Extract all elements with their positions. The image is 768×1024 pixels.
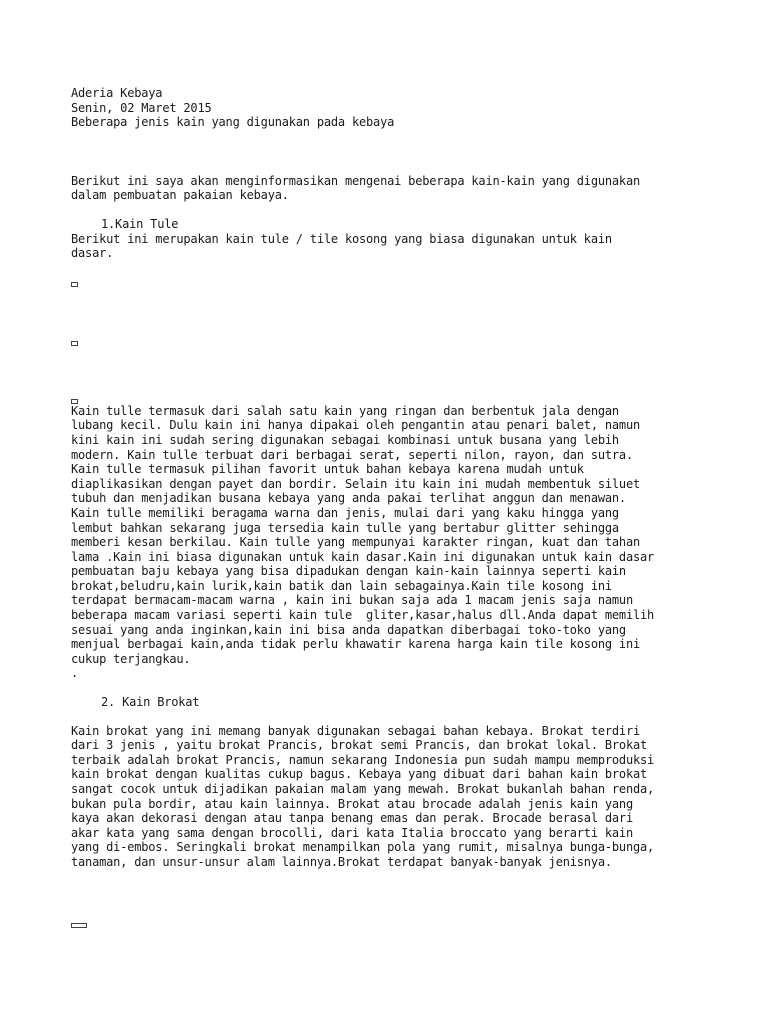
date-line: Senin, 02 Maret 2015 <box>71 100 212 115</box>
document-title: Beberapa jenis kain yang digunakan pada kebaya <box>71 115 395 130</box>
section-heading-kain-tule: 1.Kain Tule <box>101 216 179 231</box>
spacer <box>71 287 711 341</box>
spacer <box>71 130 711 174</box>
trailing-dot: . <box>71 666 79 681</box>
section-heading-kain-brokat: 2. Kain Brokat <box>101 695 200 710</box>
spacer <box>71 710 711 724</box>
author-line: Aderia Kebaya <box>71 86 163 100</box>
broken-image-icon <box>71 923 87 928</box>
intro-paragraph: Berikut ini saya akan menginformasikan mengenai beberapa kain-kain yang digunakan dalam pembuatan pakaian kebaya. <box>71 173 640 203</box>
spacer <box>71 261 711 282</box>
section-body-kain-brokat: Kain brokat yang ini memang banyak digunakan sebagai bahan kebaya. Brokat terdiri dari 3 jenis , yaitu brokat Prancis, brokat semi Prancis, dan brokat lokal. Brokat terbaik adalah brokat Prancis, namun sekarang Indonesia pun sudah mampu memproduksi kain brokat dengan kualitas cukup bagus. Kebaya yang dibuat dari bahan kain brokat sangat cocok untuk dijadikan pakaian malam yang mewah. Brokat bukanlah bahan renda, bukan pula bordir, atau kain lainnya. Brokat atau brocade adalah jenis kain yang kaya akan dekorasi dengan atau tanpa benang emas dan perak. Brocade berasal dari akar kata yang sama dengan brocolli, dari kata Italia broccato yang berarti kain yang di-embos. Seringkali brokat menampilkan pola yang rumit, misalnya bunga-bunga, tanaman, dan unsur-unsur alam lainnya.Brokat terdapat banyak-banyak jenisnya. <box>71 723 655 869</box>
document-body <box>71 86 711 928</box>
section-body-kain-tule: Kain tulle termasuk dari salah satu kain yang ringan dan berbentuk jala dengan lubang kecil. Dulu kain ini hanya dipakai oleh pengantin atau penari balet, namun kini kain ini sudah sering digunakan sebagai kombinasi untuk busana yang lebih modern. Kain tulle terbuat dari berbagai serat, seperti nilon, rayon, dan sutra. Kain tulle termasuk pilihan favorit untuk bahan kebaya karena mudah untuk diaplikasikan dengan payet dan bordir. Selain itu kain ini mudah membentuk siluet tubuh dan menjadikan busana kebaya yang anda pakai terlihat anggun dan menawan. Kain tulle memiliki beragama warna dan jenis, mulai dari yang kaku hingga yang lembut bahkan sekarang juga tersedia kain tulle yang bertabur glitter sehingga memberi kesan berkilau. Kain tulle yang mempunyai karakter ringan, kuat dan tahan lama .Kain ini biasa digunakan untuk kain dasar.Kain ini digunakan untuk kain dasar pembuatan baju kebaya yang bisa dipadukan dengan kain-kain lainnya seperti kain brokat,beludru,kain lurik,kain batik dan lain sebagainya.Kain tile kosong ini terdapat bermacam-macam warna , kain ini bukan saja ada 1 macam jenis saja namun beberapa macam variasi seperti kain tule gliter,kasar,halus dll.Anda dapat memilih sesuai yang anda inginkan,kain ini bisa anda dapatkan diberbagai toko-toko yang menjual berbagai kain,anda tidak perlu khawatir karena harga kain tile kosong ini cukup terjangkau. <box>71 403 655 666</box>
spacer <box>71 870 711 923</box>
spacer <box>71 681 711 695</box>
section-lead-kain-tule: Berikut ini merupakan kain tule / tile kosong yang biasa digunakan untuk kain dasar. <box>71 231 612 261</box>
spacer <box>71 346 711 399</box>
spacer <box>71 203 711 217</box>
